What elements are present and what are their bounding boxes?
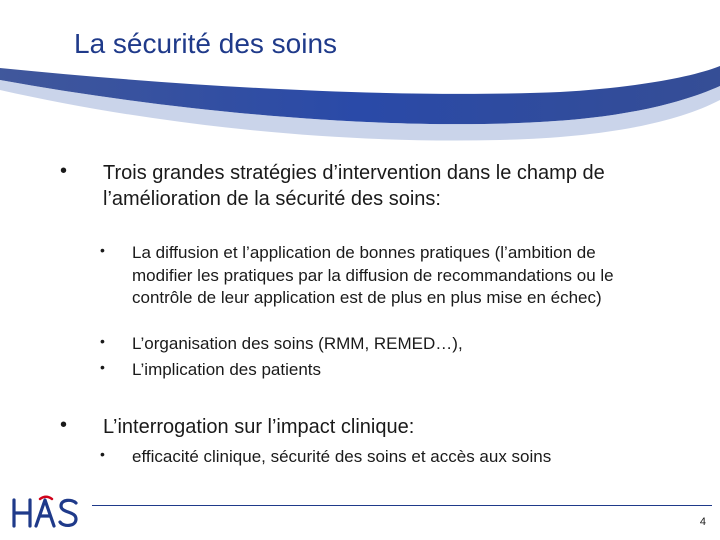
page-number: 4 xyxy=(699,516,706,528)
footer-divider xyxy=(92,505,712,506)
sub-bullet-dot: • xyxy=(100,446,105,462)
sub-bullet-text: efficacité clinique, sécurité des soins et accès aux soins xyxy=(132,447,552,466)
header-swoosh xyxy=(0,60,720,150)
sub-bullet-dot: • xyxy=(100,242,105,258)
sub-bullet-text: La diffusion et l’application de bonnes pratiques (l’ambition de modifier les pratiques par la diffusion de recommandations ou le contrôle de leur application est de plus en plus mise en échec) xyxy=(132,243,614,307)
bullet-dot: • xyxy=(60,414,68,436)
sub-bullet-dot: • xyxy=(100,333,105,349)
has-logo xyxy=(10,494,90,532)
sub-bullet-text: L’organisation des soins (RMM, REMED…), xyxy=(132,334,463,353)
slide-title: La sécurité des soins xyxy=(74,28,338,59)
bullet-dot: • xyxy=(60,160,68,182)
sub-bullet-dot: • xyxy=(100,359,105,375)
bullet-text: Trois grandes stratégies d’intervention dans le champ de l’amélioration de la sécurité des soins: xyxy=(103,162,605,210)
sub-bullet-text: L’implication des patients xyxy=(132,360,322,379)
bullet-text: L’interrogation sur l’impact clinique: xyxy=(103,416,415,438)
